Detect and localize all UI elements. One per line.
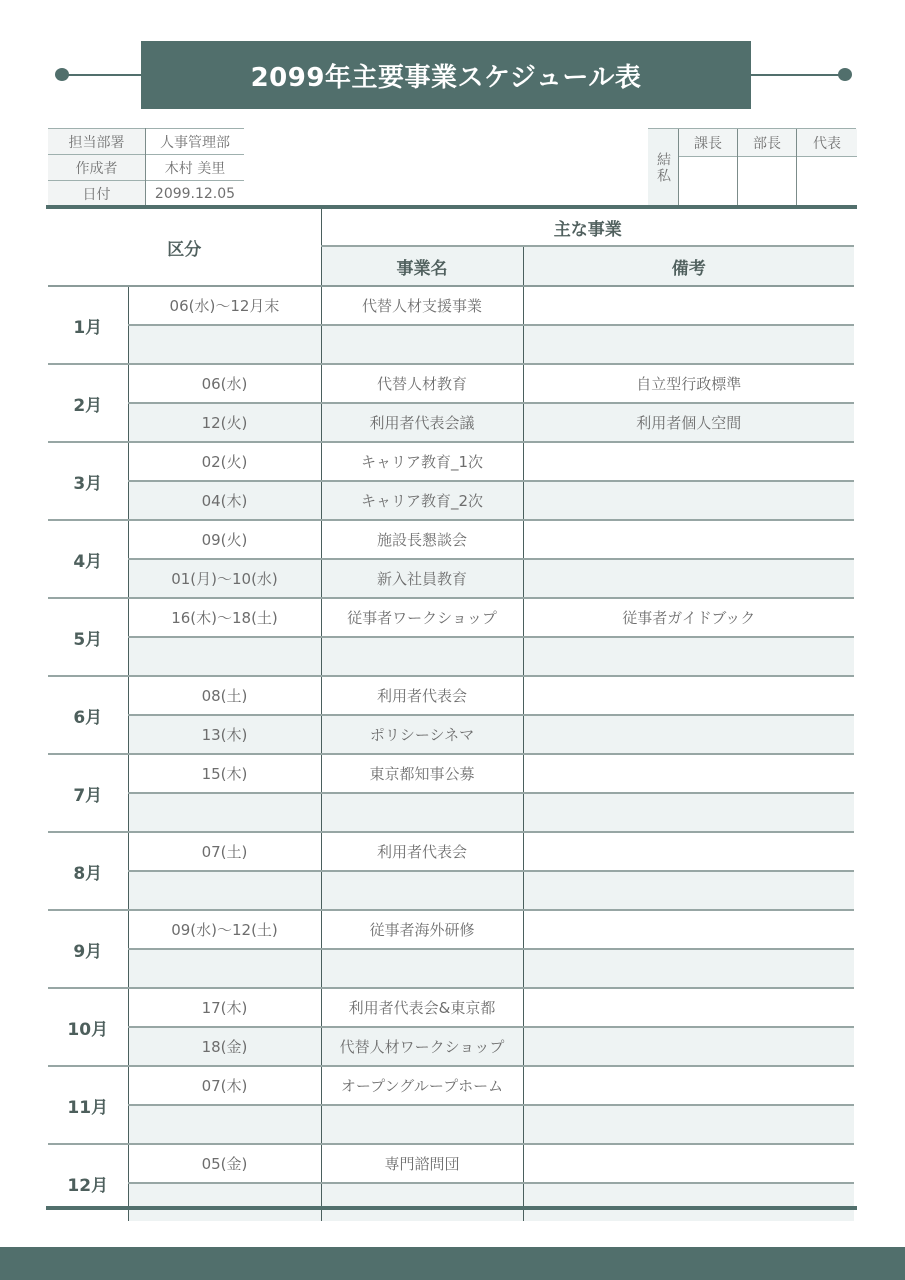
month-label: 10月 xyxy=(48,988,128,1066)
info-row-department xyxy=(48,129,244,155)
business-name-cell: 代替人材教育 xyxy=(321,364,523,403)
approval-column-section-chief xyxy=(678,129,737,206)
info-label: 作成者 xyxy=(48,155,146,181)
remarks-cell xyxy=(523,442,854,481)
business-name-cell: ポリシーシネマ xyxy=(321,715,523,754)
schedule-row xyxy=(48,442,854,481)
business-name-cell xyxy=(321,949,523,988)
business-name-cell: 東京都知事公募 xyxy=(321,754,523,793)
date-cell xyxy=(128,871,321,910)
schedule-row xyxy=(48,364,854,403)
approval-header: 部長 xyxy=(738,129,796,157)
schedule-row xyxy=(48,481,854,520)
remarks-cell xyxy=(523,715,854,754)
date-cell: 15(木) xyxy=(128,754,321,793)
date-cell: 07(木) xyxy=(128,1066,321,1105)
info-value: 人事管理部 xyxy=(146,129,245,155)
business-name-cell: 従事者海外研修 xyxy=(321,910,523,949)
date-cell xyxy=(128,637,321,676)
business-name-cell xyxy=(321,637,523,676)
schedule-row xyxy=(48,910,854,949)
month-label: 11月 xyxy=(48,1066,128,1144)
schedule-row xyxy=(48,1144,854,1183)
date-cell: 04(木) xyxy=(128,481,321,520)
month-label: 2月 xyxy=(48,364,128,442)
date-cell xyxy=(128,325,321,364)
business-name-cell xyxy=(321,793,523,832)
schedule-table xyxy=(48,209,854,1221)
remarks-cell xyxy=(523,325,854,364)
business-name-cell: 利用者代表会 xyxy=(321,832,523,871)
remarks-cell xyxy=(523,1144,854,1183)
approval-header: 代表 xyxy=(797,129,857,157)
remarks-cell xyxy=(523,1183,854,1221)
business-name-cell: 利用者代表会議 xyxy=(321,403,523,442)
schedule-row xyxy=(48,949,854,988)
header-category: 区分 xyxy=(48,209,321,286)
date-cell xyxy=(128,1105,321,1144)
month-label: 6月 xyxy=(48,676,128,754)
remarks-cell xyxy=(523,520,854,559)
schedule-row xyxy=(48,1066,854,1105)
header-row-1 xyxy=(48,209,854,246)
remarks-cell xyxy=(523,559,854,598)
schedule-body xyxy=(48,286,854,1221)
schedule-row xyxy=(48,520,854,559)
remarks-cell xyxy=(523,949,854,988)
page-title xyxy=(141,41,751,109)
date-cell: 06(水) xyxy=(128,364,321,403)
schedule-row xyxy=(48,754,854,793)
info-label: 担当部署 xyxy=(48,129,146,155)
approval-header: 課長 xyxy=(679,129,737,157)
page-title-text: 2099年主要事業スケジュール表 xyxy=(250,62,642,93)
title-right-dot xyxy=(838,68,852,81)
business-name-cell: 利用者代表会&東京都 xyxy=(321,988,523,1027)
schedule-row xyxy=(48,676,854,715)
approval-column-representative xyxy=(796,129,857,206)
remarks-cell xyxy=(523,988,854,1027)
header-remarks: 備考 xyxy=(523,246,854,286)
month-label: 8月 xyxy=(48,832,128,910)
date-cell xyxy=(128,793,321,832)
date-cell: 01(月)〜10(水) xyxy=(128,559,321,598)
remarks-cell xyxy=(523,637,854,676)
schedule-row xyxy=(48,1027,854,1066)
date-cell: 12(火) xyxy=(128,403,321,442)
remarks-cell: 従事者ガイドブック xyxy=(523,598,854,637)
schedule-row xyxy=(48,988,854,1027)
month-label: 4月 xyxy=(48,520,128,598)
month-label: 1月 xyxy=(48,286,128,364)
remarks-cell: 自立型行政標準 xyxy=(523,364,854,403)
date-cell: 13(木) xyxy=(128,715,321,754)
business-name-cell xyxy=(321,325,523,364)
approval-block xyxy=(648,128,856,206)
schedule-row xyxy=(48,871,854,910)
schedule-row xyxy=(48,325,854,364)
info-label: 日付 xyxy=(48,181,146,207)
date-cell: 17(木) xyxy=(128,988,321,1027)
month-label: 12月 xyxy=(48,1144,128,1221)
business-name-cell: 専門諮問団 xyxy=(321,1144,523,1183)
business-name-cell xyxy=(321,871,523,910)
date-cell: 07(土) xyxy=(128,832,321,871)
remarks-cell xyxy=(523,1066,854,1105)
business-name-cell xyxy=(321,1105,523,1144)
schedule-row xyxy=(48,715,854,754)
business-name-cell: 代替人材支援事業 xyxy=(321,286,523,325)
remarks-cell xyxy=(523,481,854,520)
footer-bar xyxy=(0,1247,905,1280)
date-cell: 02(火) xyxy=(128,442,321,481)
remarks-cell xyxy=(523,793,854,832)
month-label: 3月 xyxy=(48,442,128,520)
schedule-row xyxy=(48,1105,854,1144)
bottom-divider xyxy=(46,1206,857,1210)
business-name-cell xyxy=(321,1183,523,1221)
business-name-cell: 代替人材ワークショップ xyxy=(321,1027,523,1066)
schedule-row xyxy=(48,1183,854,1221)
remarks-cell xyxy=(523,754,854,793)
approval-column-department-head xyxy=(737,129,796,206)
info-row-date xyxy=(48,181,244,207)
header-business-name: 事業名 xyxy=(321,246,523,286)
date-cell xyxy=(128,1183,321,1221)
date-cell: 05(金) xyxy=(128,1144,321,1183)
schedule-row xyxy=(48,403,854,442)
month-label: 7月 xyxy=(48,754,128,832)
business-name-cell: キャリア教育_2次 xyxy=(321,481,523,520)
info-row-author xyxy=(48,155,244,181)
title-left-line xyxy=(62,74,142,76)
schedule-row xyxy=(48,286,854,325)
date-cell xyxy=(128,949,321,988)
business-name-cell: オープングループホーム xyxy=(321,1066,523,1105)
remarks-cell xyxy=(523,1027,854,1066)
header-main-business: 主な事業 xyxy=(321,209,854,246)
title-right-line xyxy=(751,74,843,76)
info-table xyxy=(48,128,244,206)
schedule-row xyxy=(48,598,854,637)
business-name-cell: 新入社員教育 xyxy=(321,559,523,598)
date-cell: 06(水)〜12月末 xyxy=(128,286,321,325)
schedule-row xyxy=(48,637,854,676)
remarks-cell xyxy=(523,910,854,949)
schedule-row xyxy=(48,559,854,598)
schedule-row xyxy=(48,832,854,871)
remarks-cell xyxy=(523,871,854,910)
month-label: 9月 xyxy=(48,910,128,988)
remarks-cell xyxy=(523,1105,854,1144)
date-cell: 18(金) xyxy=(128,1027,321,1066)
remarks-cell xyxy=(523,676,854,715)
remarks-cell: 利用者個人空間 xyxy=(523,403,854,442)
date-cell: 09(火) xyxy=(128,520,321,559)
business-name-cell: キャリア教育_1次 xyxy=(321,442,523,481)
business-name-cell: 利用者代表会 xyxy=(321,676,523,715)
remarks-cell xyxy=(523,832,854,871)
remarks-cell xyxy=(523,286,854,325)
business-name-cell: 従事者ワークショップ xyxy=(321,598,523,637)
date-cell: 09(水)〜12(土) xyxy=(128,910,321,949)
month-label: 5月 xyxy=(48,598,128,676)
date-cell: 08(土) xyxy=(128,676,321,715)
business-name-cell: 施設長懇談会 xyxy=(321,520,523,559)
info-value: 2099.12.05 xyxy=(146,181,245,207)
approval-side-label: 結私 xyxy=(648,129,678,206)
schedule-row xyxy=(48,793,854,832)
date-cell: 16(木)〜18(土) xyxy=(128,598,321,637)
info-value: 木村 美里 xyxy=(146,155,245,181)
